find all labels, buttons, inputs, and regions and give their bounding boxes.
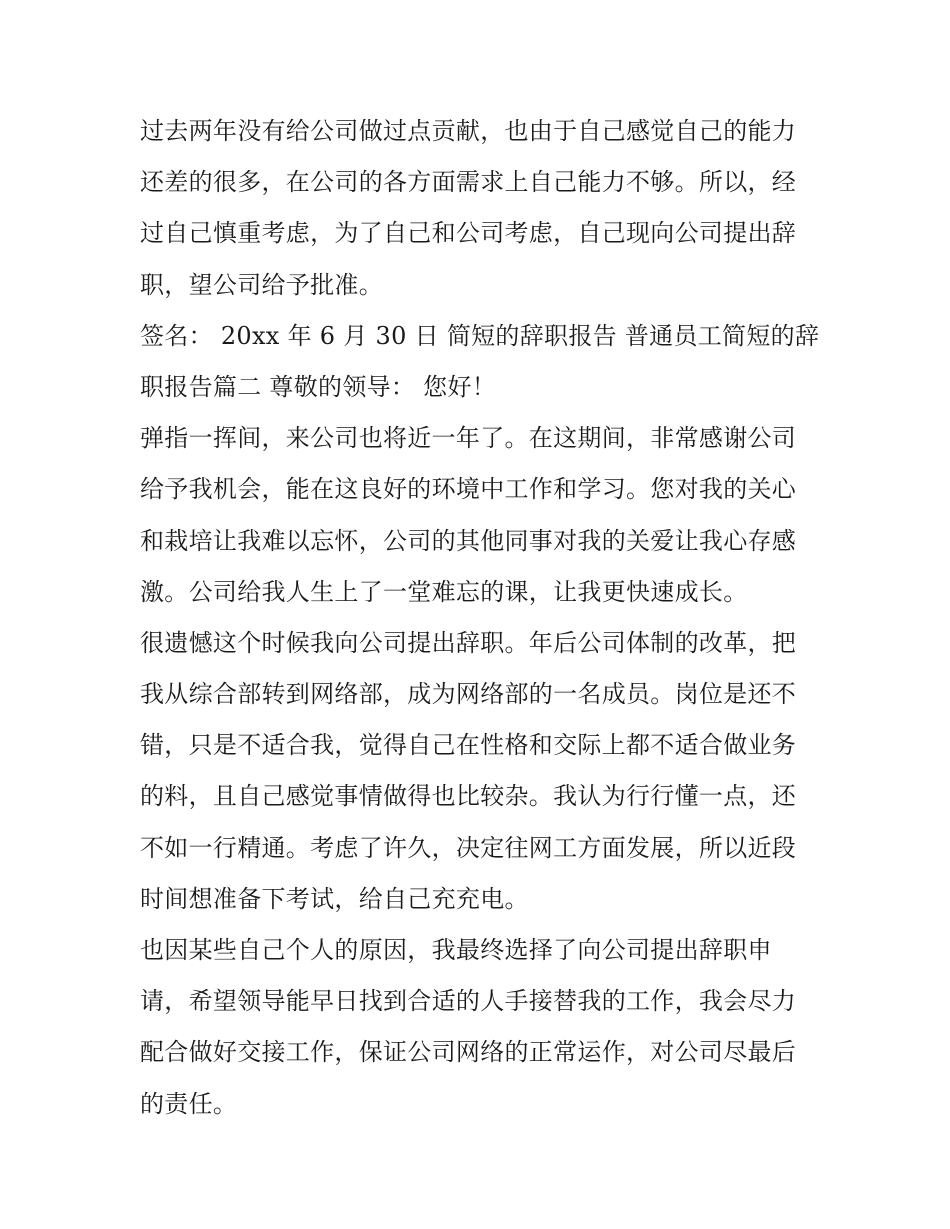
text-line: 的责任。 [140,1089,238,1118]
text-line: 签名： 20xx 年 6 月 30 日 简短的辞职报告 普通员工简短的辞 [140,321,820,350]
text-line: 过自己慎重考虑，为了自己和公司考虑，自己现向公司提出辞 [140,219,797,248]
text-line: 职，望公司给予批准。 [140,270,383,299]
text-line: 职报告篇二 尊敬的领导： 您好！ [140,372,497,401]
text-line: 激。公司给我人生上了一堂难忘的课，让我更快速成长。 [140,577,748,606]
text-line: 时间想准备下考试，给自己充充电。 [140,884,529,913]
text-line: 的料，且自己感觉事情做得也比较杂。我认为行行懂一点，还 [140,782,797,811]
text-line: 过去两年没有给公司做过点贡献，也由于自己感觉自己的能力 [140,117,797,145]
text-line: 错，只是不适合我，觉得自己在性格和交际上都不适合做业务 [140,731,797,760]
paragraph-5 [140,925,816,1130]
text-line: 和栽培让我难以忘怀，公司的其他同事对我的关爱让我心存感 [140,526,797,555]
paragraph-3 [140,413,816,618]
paragraph-4 [140,618,816,925]
text-line: 我从综合部转到网络部，成为网络部的一名成员。岗位是还不 [140,680,797,709]
text-line: 还差的很多，在公司的各方面需求上自己能力不够。所以，经 [140,168,797,197]
document-body [140,106,820,1130]
text-line: 很遗憾这个时候我向公司提出辞职。年后公司体制的改革，把 [140,628,797,657]
paragraph-signature [140,311,820,413]
text-line: 也因某些自己个人的原因，我最终选择了向公司提出辞职申 [140,936,772,964]
text-line: 配合做好交接工作，保证公司网络的正常运作，对公司尽最后 [140,1038,797,1067]
text-line: 弹指一挥间，来公司也将近一年了。在这期间，非常感谢公司 [140,424,797,453]
text-line: 给予我机会，能在这良好的环境中工作和学习。您对我的关心 [140,475,797,504]
text-line: 不如一行精通。考虑了许久，决定往网工方面发展，所以近段 [140,833,797,862]
paragraph-1 [140,106,816,311]
text-line: 请，希望领导能早日找到合适的人手接替我的工作，我会尽力 [140,987,797,1016]
